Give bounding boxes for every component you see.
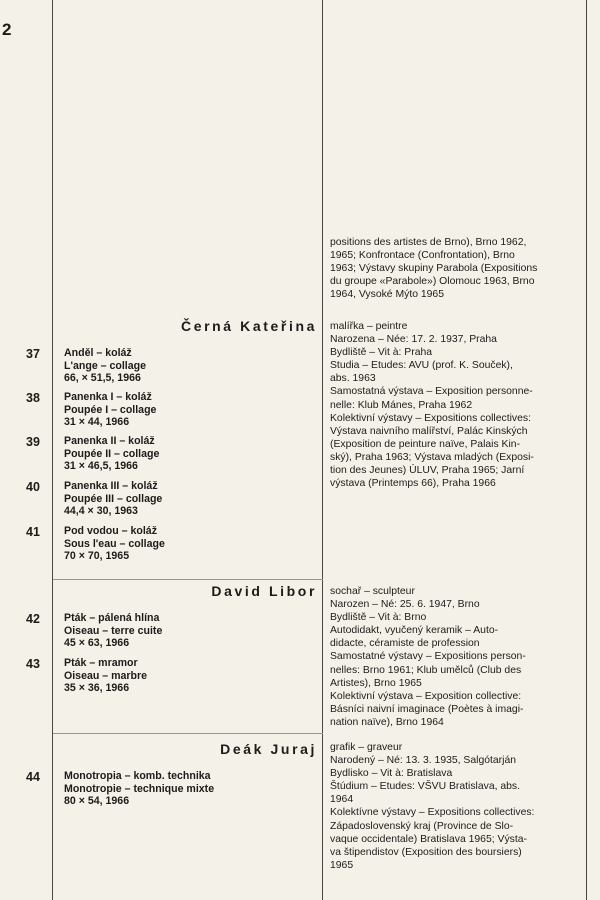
- work-title-fr: Poupée I – collage: [64, 403, 157, 416]
- bio-line: Narodený – Né: 13. 3. 1935, Salgótarján: [330, 755, 517, 767]
- work-title-cz: Pták – mramor: [64, 657, 138, 669]
- bio-line: didacte, céramiste de profession: [330, 638, 480, 650]
- work-entry: [64, 347, 146, 385]
- work-title-fr: L'ange – collage: [64, 359, 146, 372]
- catalogue-number: 38: [26, 391, 40, 405]
- work-dimensions: 80 × 54, 1966: [64, 795, 130, 808]
- work-entry: [64, 525, 165, 563]
- bio-line: Narozen – Né: 25. 6. 1947, Brno: [330, 599, 480, 611]
- catalogue-number: 40: [26, 480, 40, 494]
- bio-line: positions des artistes de Brno), Brno 1962,: [330, 237, 527, 248]
- artist-bio: [330, 585, 582, 729]
- bio-line: Samostatná výstava – Exposition personne-: [330, 386, 533, 398]
- bio-line: 1965: [330, 859, 354, 871]
- bio-line: Autodidakt, vyučený keramik – Auto-: [330, 625, 499, 637]
- work-entry: [64, 391, 156, 429]
- bio-line: Bydliště – Vit à: Brno: [330, 612, 427, 624]
- work-dimensions: 31 × 44, 1966: [64, 416, 130, 429]
- work-title-fr: Oiseau – marbre: [64, 669, 148, 682]
- work-title-fr: Monotropie – technique mixte: [64, 782, 215, 795]
- bio-line: grafik – graveur: [330, 742, 403, 753]
- catalogue-number: 39: [26, 435, 40, 449]
- catalogue-number: 43: [26, 657, 40, 671]
- bio-line: sochař – sculpteur: [330, 586, 415, 597]
- right-column-rule: [586, 0, 587, 900]
- bio-line: abs. 1963: [330, 373, 376, 385]
- work-entry: [64, 435, 159, 473]
- bio-line: Narozena – Née: 17. 2. 1937, Praha: [330, 334, 497, 346]
- bio-line: Západoslovenský kraj (Province de Slo-: [330, 820, 514, 832]
- work-title-cz: Pod vodou – koláž: [64, 525, 158, 537]
- artist-bio: [330, 320, 582, 490]
- bio-line: tion des Jeunes) ÚLUV, Praha 1965; Jarní: [330, 465, 525, 477]
- bio-line: Básníci naivní imaginace (Poètes à imagi-: [330, 703, 524, 715]
- work-title-cz: Panenka III – koláž: [64, 480, 158, 492]
- work-title-cz: Pták – pálená hlína: [64, 612, 160, 624]
- middle-column-rule: [322, 0, 323, 900]
- bio-line: ský), Praha 1963; Výstava mladých (Exposi-: [330, 451, 534, 463]
- bio-line: Kolektivní výstava – Exposition collective:: [330, 690, 522, 702]
- artist-name: Černá Kateřina: [181, 318, 317, 334]
- work-title-fr: Poupée II – collage: [64, 447, 160, 460]
- separator-line: [53, 579, 323, 580]
- left-column-rule: [52, 0, 53, 900]
- bio-line: Kolektivní výstavy – Expositions collectives:: [330, 412, 531, 424]
- work-title-cz: Panenka II – koláž: [64, 435, 155, 447]
- artist-name: Deák Juraj: [220, 741, 317, 757]
- bio-line: malířka – peintre: [330, 321, 408, 332]
- bio-line: 1964, Vysoké Mýto 1965: [330, 289, 444, 301]
- work-dimensions: 66, × 51,5, 1966: [64, 372, 141, 385]
- bio-line: (Exposition de peinture naïve, Palais Kin-: [330, 438, 521, 450]
- work-title-fr: Oiseau – terre cuite: [64, 624, 163, 637]
- bio-line: Bydliště – Vit à: Praha: [330, 347, 433, 359]
- work-dimensions: 35 × 36, 1966: [64, 682, 130, 695]
- work-title-cz: Monotropia – komb. technika: [64, 770, 211, 782]
- bio-line: Samostatné výstavy – Expositions person-: [330, 651, 526, 663]
- bio-line: vaque occidentale) Bratislava 1965; Výsta-: [330, 833, 527, 845]
- bio-line: du groupe «Parabole») Olomouc 1963, Brno: [330, 276, 535, 288]
- catalogue-number: 41: [26, 525, 40, 539]
- page-number: 2: [2, 20, 12, 39]
- intro-bio: [330, 236, 582, 301]
- catalogue-number: 42: [26, 612, 40, 626]
- bio-line: Bydlisko – Vit à: Bratislava: [330, 768, 453, 780]
- bio-line: Artistes), Brno 1965: [330, 677, 422, 689]
- work-entry: [64, 480, 162, 518]
- bio-line: Výstava naivního malířství, Palác Kinských: [330, 425, 528, 437]
- artist-name: David Libor: [211, 583, 317, 599]
- work-entry: [64, 770, 214, 808]
- work-title-cz: Panenka I – koláž: [64, 391, 152, 403]
- work-dimensions: 45 × 63, 1966: [64, 637, 130, 650]
- bio-line: nation naïve), Brno 1964: [330, 716, 444, 728]
- bio-line: 1964: [330, 794, 354, 806]
- catalogue-number: 37: [26, 347, 40, 361]
- work-title-fr: Poupée III – collage: [64, 492, 163, 505]
- bio-line: 1965; Konfrontace (Confrontation), Brno: [330, 250, 515, 262]
- work-entry: [64, 657, 147, 695]
- bio-line: va štipendistov (Exposition des boursiers): [330, 846, 522, 858]
- work-dimensions: 44,4 × 30, 1963: [64, 505, 138, 518]
- bio-line: Studia – Etudes: AVU (prof. K. Souček),: [330, 360, 513, 372]
- bio-line: výstava (Printemps 66), Praha 1966: [330, 478, 496, 490]
- artist-bio: [330, 741, 582, 872]
- bio-line: nelle: Klub Mánes, Praha 1962: [330, 399, 473, 411]
- work-dimensions: 70 × 70, 1965: [64, 550, 130, 563]
- bio-line: Štúdium – Etudes: VŠVU Bratislava, abs.: [330, 781, 521, 793]
- work-title-cz: Anděl – koláž: [64, 347, 132, 359]
- bio-line: Kolektívne výstavy – Expositions collectives:: [330, 807, 535, 819]
- separator-line: [53, 733, 323, 734]
- work-dimensions: 31 × 46,5, 1966: [64, 460, 138, 473]
- bio-line: nelles: Brno 1961; Klub umělců (Club des: [330, 664, 522, 676]
- catalogue-number: 44: [26, 770, 40, 784]
- bio-line: 1963; Výstavy skupiny Parabola (Expositions: [330, 263, 538, 275]
- work-title-fr: Sous l'eau – collage: [64, 537, 165, 550]
- work-entry: [64, 612, 162, 650]
